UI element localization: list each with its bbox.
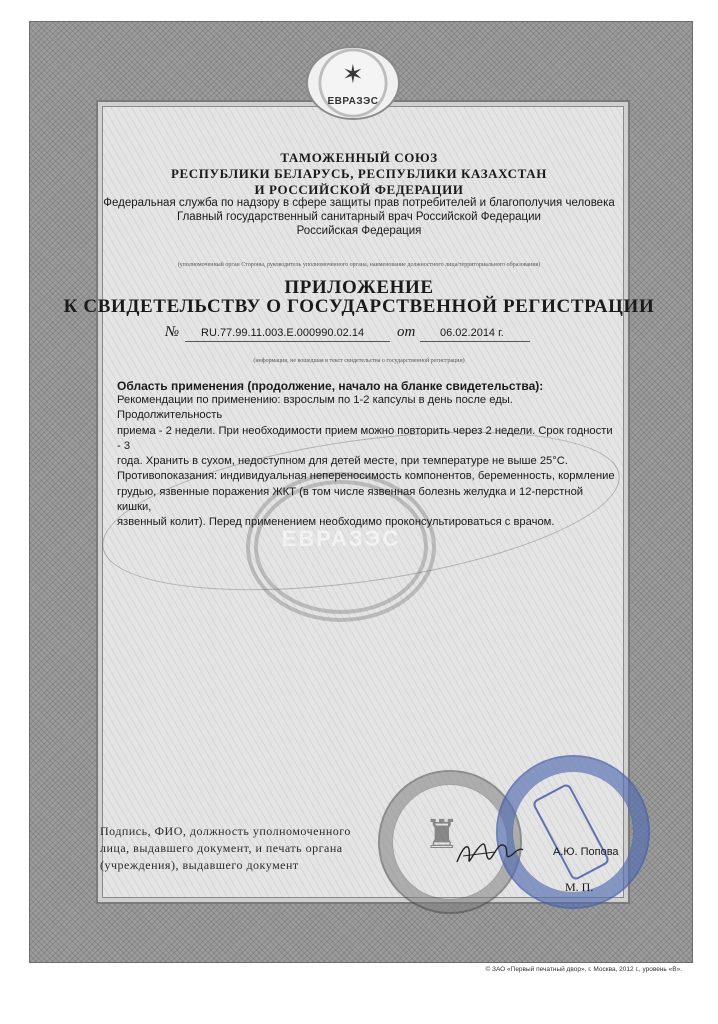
usage-line: приема - 2 недели. При необходимости прием можно повторить через 2 недели. Срок годности - 3 [117, 424, 613, 452]
title-line-1: ПРИЛОЖЕНИЕ [284, 277, 434, 298]
emblem-label: ЕВРАЗЭС [327, 96, 379, 107]
signature-label-line: лица, выдавшего документ, и печать органа [100, 841, 343, 855]
header-line-2: РЕСПУБЛИКИ БЕЛАРУСЬ, РЕСПУБЛИКИ КАЗАХСТАН [171, 166, 547, 181]
registration-line [165, 324, 565, 348]
signature-label-line: Подпись, ФИО, должность уполномоченного [100, 824, 351, 838]
usage-line: Рекомендации по применению: взрослым по 1-2 капсулы в день после еды. Продолжительность [117, 394, 513, 422]
number-label: № [165, 324, 180, 340]
registration-number: RU.77.99.11.003.E.000990.02.14 [201, 327, 365, 339]
date-underline [420, 341, 530, 342]
usage-text [117, 393, 617, 531]
eagle-icon: ♜ [424, 812, 460, 858]
usage-line: года. Хранить в сухом, недоступном для детей месте, при температуре не выше 25°С. [117, 455, 568, 468]
watermark-label: ЕВРАЗЭС [281, 526, 401, 551]
date-label: от [397, 324, 416, 340]
emblem-icon: ✶ [342, 60, 364, 90]
header-agency: Федеральная служба по надзору в сфере защиты прав потребителей и благополучия человека [103, 197, 615, 209]
signature-label-line: (учреждения), выдавшего документ [100, 858, 299, 872]
number-underline [185, 341, 390, 342]
usage-line: грудью, язвенные поражения ЖКТ (в том числе язвенная болезнь желудка и 12-перстной кишки, [117, 485, 584, 514]
header-country: Российская Федерация [296, 225, 422, 237]
signer-name: А.Ю. Попова [553, 846, 619, 858]
registration-date: 06.02.2014 г. [440, 327, 504, 339]
title-line-2: К СВИДЕТЕЛЬСТВУ О ГОСУДАРСТВЕННОЙ РЕГИСТРАЦИИ [63, 296, 655, 317]
authority-caption: (уполномоченный орган Стороны, руководитель уполномоченного органа, наименование должностного лица/территориального образования) [177, 262, 541, 268]
seal-center-mark [531, 782, 610, 881]
stamp-place-mark: М. П. [565, 880, 594, 894]
handwritten-signature [455, 836, 525, 870]
header-officer: Главный государственный санитарный врач Российской Федерации [177, 211, 541, 223]
header-line-1: ТАМОЖЕННЫЙ СОЮЗ [280, 150, 438, 165]
printer-footer: © ЗАО «Первый печатный двор», г. Москва, 2012 г., уровень «В». [485, 966, 682, 973]
usage-line: Противопоказания: индивидуальная непереносимость компонентов, беременность, кормление [117, 470, 615, 483]
section-title: Область применения (продолжение, начало на бланке свидетельства): [117, 379, 544, 393]
signature-label [100, 823, 370, 874]
evrazes-emblem [308, 48, 398, 118]
usage-line: язвенный колит). Перед применением необходимо проконсультироваться с врачом. [117, 516, 555, 529]
header-line-3: И РОССИЙСКОЙ ФЕДЕРАЦИИ [254, 182, 464, 197]
registration-caption: (информация, не вошедшая в текст свидетельства о государственной регистрации) [253, 358, 465, 364]
